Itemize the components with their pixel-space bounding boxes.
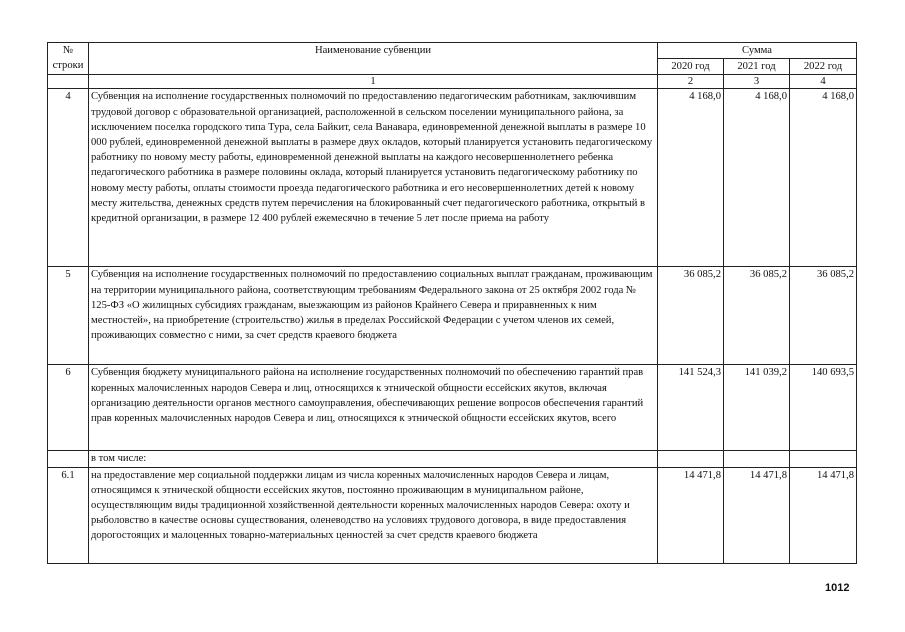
row-number-word: строки (52, 60, 84, 72)
value-2022: 140 693,5 (790, 365, 857, 451)
year-2022-header: 2022 год (790, 59, 857, 75)
value-2020: 14 471,8 (658, 467, 724, 563)
value-2020 (658, 451, 724, 467)
value-2020: 4 168,0 (658, 89, 724, 267)
column-number-3: 3 (724, 75, 790, 89)
year-2021-header: 2021 год (724, 59, 790, 75)
row-number: 4 (48, 89, 89, 267)
page-number: 1012 (825, 582, 850, 594)
subvention-name: на предоставление мер социальной поддержки лицам из числа коренных малочисленных народов Севера и лицам, относящимся к этнической общности ессейских якутов, постоянно проживающим в муниципальном районе, осуществляющим виды традиционной хозяйственной деятельности коренных малочисленных народов Севера: охоту и рыболовство в качестве основы существования, оленеводство на условиях трудового договора, в виде предоставления дорогостоящих и малоценных товарно-материальных ценностей за счет средств краевого бюджета (89, 467, 658, 563)
subvention-name: в том числе: (89, 451, 658, 467)
value-2022: 14 471,8 (790, 467, 857, 563)
header-row-1 (48, 43, 857, 59)
row-number: 6 (48, 365, 89, 451)
row-number (48, 451, 89, 467)
table-row (48, 89, 857, 267)
value-2022: 36 085,2 (790, 267, 857, 365)
value-2020: 36 085,2 (658, 267, 724, 365)
value-2021 (724, 451, 790, 467)
table-row (48, 365, 857, 451)
row-number: 5 (48, 267, 89, 365)
sum-header: Сумма (658, 43, 857, 59)
table-row (48, 467, 857, 563)
table-row (48, 451, 857, 467)
value-2022 (790, 451, 857, 467)
column-number-4: 4 (790, 75, 857, 89)
subvention-table (47, 42, 857, 564)
value-2021: 14 471,8 (724, 467, 790, 563)
row-number-symbol: № (62, 45, 74, 56)
row-number: 6.1 (48, 467, 89, 563)
value-2022: 4 168,0 (790, 89, 857, 267)
subvention-name: Субвенция бюджету муниципального района на исполнение государственных полномочий по обеспечению гарантий прав коренных малочисленных народов Севера и лиц, относящихся к этнической общности ессейских якутов, включая организацию деятельности органов местного самоуправления, обеспечивающих решение вопросов обеспечения гарантий прав коренных малочисленных народов Севера и лиц, относящихся к этнической общности ессейских якутов, всего (89, 365, 658, 451)
value-2020: 141 524,3 (658, 365, 724, 451)
row-number-header (48, 43, 89, 75)
subvention-name: Субвенция на исполнение государственных полномочий по предоставлению социальных выплат гражданам, проживающим на территории муниципального района, соответствующим требованиям Федерального закона от 25 октября 2002 года № 125-ФЗ «О жилищных субсидиях гражданам, выезжающим из районов Крайнего Севера и приравненных к ним местностей», на приобретение (строительство) жилья в пределах Российской Федерации с учетом членов их семей, проживающих совместно с ними, за счет средств краевого бюджета (89, 267, 658, 365)
name-header: Наименование субвенции (89, 43, 658, 75)
value-2021: 141 039,2 (724, 365, 790, 451)
column-number-1: 1 (89, 75, 658, 89)
table-row (48, 267, 857, 365)
value-2021: 4 168,0 (724, 89, 790, 267)
column-number-2: 2 (658, 75, 724, 89)
year-2020-header: 2020 год (658, 59, 724, 75)
column-number-row (48, 75, 857, 89)
column-number-blank (48, 75, 89, 89)
value-2021: 36 085,2 (724, 267, 790, 365)
subvention-name: Субвенция на исполнение государственных полномочий по предоставлению педагогическим работникам, заключившим трудовой договор с образовательной организацией, расположенной в сельском поселении муниципального района, за исключением поселка городского типа Тура, села Байкит, села Ванавара, единовременной денежной выплаты в размере 10 000 рублей, единовременной денежной выплаты в размере двух окладов, который планируется установить педагогическому работнику по новому месту работы, единовременной денежной выплаты на каждого несовершеннолетнего ребенка педагогического работника в размере половины оклада, который планируется установить педагогическому работнику по новому месту работы, оплаты стоимости проезда педагогического работника и его несовершеннолетних детей к новому месту жительства, денежных средств путем перечисления на блокированный счет педагогического работника, открытый в кредитной организации, в размере 12 400 рублей ежемесячно в течение 5 лет после приема на работу (89, 89, 658, 267)
